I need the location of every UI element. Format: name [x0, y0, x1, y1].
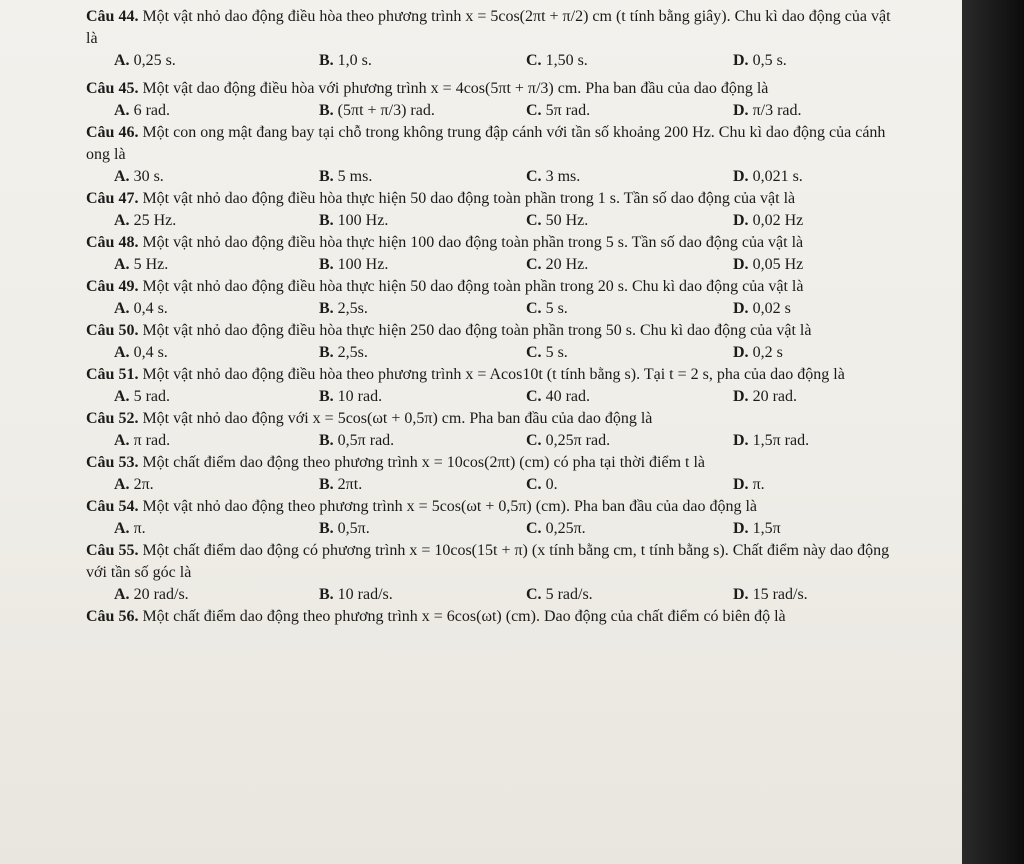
answer-options — [86, 518, 906, 540]
option-key: A. — [114, 212, 130, 229]
answer-option — [526, 342, 733, 364]
question-text: Một vật nhỏ dao động điều hòa thực hiện 250 dao động toàn phần trong 50 s. Chu kì dao động của vật là — [142, 322, 812, 339]
question-block — [86, 232, 906, 276]
option-text: 1,5π rad. — [752, 432, 810, 449]
option-text: 25 Hz. — [133, 212, 177, 229]
answer-options — [86, 342, 906, 364]
question-stem — [86, 78, 906, 100]
option-key: D. — [733, 520, 749, 537]
answer-option — [319, 166, 526, 188]
question-number: Câu 51. — [86, 366, 139, 383]
option-key: D. — [733, 256, 749, 273]
option-text: 5 s. — [545, 300, 568, 317]
option-text: 20 rad/s. — [133, 586, 189, 603]
option-text: 10 rad/s. — [337, 586, 393, 603]
option-key: A. — [114, 432, 130, 449]
question-number: Câu 49. — [86, 278, 139, 295]
option-text: 2πt. — [337, 476, 363, 493]
option-key: C. — [526, 388, 542, 405]
answer-option — [86, 584, 319, 606]
answer-option — [733, 100, 802, 122]
option-key: C. — [526, 212, 542, 229]
question-block — [86, 364, 906, 408]
option-key: A. — [114, 168, 130, 185]
option-key: A. — [114, 300, 130, 317]
option-text: 5 ms. — [337, 168, 373, 185]
option-text: 0,5π. — [337, 520, 370, 537]
option-text: 0,25π rad. — [545, 432, 611, 449]
answer-option — [733, 584, 808, 606]
option-key: B. — [319, 520, 334, 537]
question-number: Câu 50. — [86, 322, 139, 339]
option-key: C. — [526, 432, 542, 449]
option-key: D. — [733, 52, 749, 69]
answer-option — [319, 386, 526, 408]
question-block — [86, 188, 906, 232]
option-text: 5π rad. — [545, 102, 591, 119]
option-text: 5 Hz. — [133, 256, 169, 273]
answer-option — [86, 298, 319, 320]
option-text: 5 s. — [545, 344, 568, 361]
option-text: π. — [133, 520, 146, 537]
answer-option — [733, 210, 803, 232]
answer-option — [733, 50, 787, 72]
answer-option — [526, 166, 733, 188]
question-stem — [86, 232, 906, 254]
option-key: C. — [526, 300, 542, 317]
answer-options — [86, 474, 906, 496]
question-text: Một chất điểm dao động có phương trình x = 10cos(15t + π) (x tính bằng cm, t tính bằng s). Chất điểm này dao động với tần số góc là — [86, 542, 890, 581]
question-list — [86, 6, 906, 628]
answer-option — [526, 474, 733, 496]
option-text: 15 rad/s. — [752, 586, 808, 603]
question-block — [86, 606, 906, 628]
option-text: 3 ms. — [545, 168, 581, 185]
option-key: A. — [114, 388, 130, 405]
question-stem — [86, 6, 906, 50]
option-text: π rad. — [133, 432, 171, 449]
option-key: D. — [733, 476, 749, 493]
option-key: D. — [733, 432, 749, 449]
answer-option — [733, 298, 791, 320]
question-text: Một vật dao động điều hòa với phương trình x = 4cos(5πt + π/3) cm. Pha ban đầu của dao động là — [142, 80, 769, 97]
option-key: D. — [733, 586, 749, 603]
option-key: B. — [319, 102, 334, 119]
question-text: Một vật nhỏ dao động điều hòa thực hiện 50 dao động toàn phần trong 1 s. Tần số dao động của vật là — [142, 190, 796, 207]
answer-option — [733, 166, 803, 188]
answer-options — [86, 166, 906, 188]
answer-option — [319, 50, 526, 72]
answer-option — [526, 386, 733, 408]
option-key: D. — [733, 300, 749, 317]
question-stem — [86, 408, 906, 430]
option-key: D. — [733, 344, 749, 361]
answer-option — [86, 50, 319, 72]
question-block — [86, 78, 906, 122]
question-block — [86, 496, 906, 540]
option-key: C. — [526, 256, 542, 273]
option-key: B. — [319, 168, 334, 185]
question-text: Một vật nhỏ dao động điều hòa theo phương trình x = Acos10t (t tính bằng s). Tại t = 2 s, pha của dao động là — [142, 366, 845, 383]
question-text: Một vật nhỏ dao động điều hòa thực hiện 50 dao động toàn phần trong 20 s. Chu kì dao động của vật là — [142, 278, 804, 295]
option-key: D. — [733, 168, 749, 185]
answer-options — [86, 50, 906, 72]
option-key: A. — [114, 344, 130, 361]
option-text: 0,5 s. — [752, 52, 787, 69]
option-key: C. — [526, 102, 542, 119]
answer-option — [526, 100, 733, 122]
answer-option — [86, 518, 319, 540]
option-key: A. — [114, 520, 130, 537]
answer-option — [86, 166, 319, 188]
question-text: Một vật nhỏ dao động điều hòa thực hiện 100 dao động toàn phần trong 5 s. Tần số dao động của vật là — [142, 234, 804, 251]
option-text: 0,25π. — [545, 520, 586, 537]
option-key: B. — [319, 212, 334, 229]
question-block — [86, 540, 906, 606]
option-text: 2,5s. — [337, 300, 368, 317]
question-number: Câu 52. — [86, 410, 139, 427]
question-number: Câu 54. — [86, 498, 139, 515]
answer-option — [319, 584, 526, 606]
question-text: Một con ong mật đang bay tại chỗ trong không trung đập cánh với tần số khoảng 200 Hz. Chu kì dao động của cánh ong là — [86, 124, 886, 163]
question-stem — [86, 188, 906, 210]
option-text: 100 Hz. — [337, 256, 389, 273]
answer-option — [319, 298, 526, 320]
answer-option — [86, 210, 319, 232]
answer-option — [526, 430, 733, 452]
option-key: B. — [319, 300, 334, 317]
option-key: B. — [319, 586, 334, 603]
option-text: 0. — [545, 476, 558, 493]
answer-option — [319, 430, 526, 452]
question-number: Câu 44. — [86, 8, 139, 25]
answer-option — [733, 254, 803, 276]
option-text: 50 Hz. — [545, 212, 589, 229]
option-key: C. — [526, 52, 542, 69]
question-text: Một vật nhỏ dao động điều hòa theo phương trình x = 5cos(2πt + π/2) cm (t tính bằng giây). Chu kì dao động của vật là — [86, 8, 891, 47]
option-key: D. — [733, 102, 749, 119]
option-text: 0,05 Hz — [752, 256, 804, 273]
answer-option — [319, 518, 526, 540]
option-key: B. — [319, 432, 334, 449]
option-text: 0,02 Hz — [752, 212, 804, 229]
answer-option — [86, 342, 319, 364]
answer-options — [86, 430, 906, 452]
option-key: C. — [526, 476, 542, 493]
question-block — [86, 452, 906, 496]
answer-option — [733, 342, 783, 364]
option-key: C. — [526, 168, 542, 185]
question-stem — [86, 496, 906, 518]
answer-option — [86, 430, 319, 452]
option-text: 0,25 s. — [133, 52, 176, 69]
answer-option — [733, 518, 781, 540]
question-text: Một vật nhỏ dao động với x = 5cos(ωt + 0,5π) cm. Pha ban đầu của dao động là — [142, 410, 653, 427]
answer-option — [319, 474, 526, 496]
option-text: 2,5s. — [337, 344, 368, 361]
option-text: 6 rad. — [133, 102, 170, 119]
answer-option — [86, 474, 319, 496]
option-text: 10 rad. — [337, 388, 383, 405]
option-key: B. — [319, 388, 334, 405]
option-key: B. — [319, 52, 334, 69]
answer-option — [733, 430, 809, 452]
option-text: 30 s. — [133, 168, 164, 185]
answer-options — [86, 298, 906, 320]
answer-option — [526, 584, 733, 606]
question-number: Câu 55. — [86, 542, 139, 559]
option-text: (5πt + π/3) rad. — [337, 102, 435, 119]
option-key: C. — [526, 520, 542, 537]
option-key: C. — [526, 344, 542, 361]
option-text: 0,2 s — [752, 344, 783, 361]
option-key: A. — [114, 256, 130, 273]
page-edge-shadow — [962, 0, 1024, 864]
option-key: B. — [319, 256, 334, 273]
option-text: 5 rad/s. — [545, 586, 593, 603]
option-key: D. — [733, 388, 749, 405]
option-key: B. — [319, 476, 334, 493]
answer-options — [86, 210, 906, 232]
answer-option — [86, 100, 319, 122]
question-text: Một chất điểm dao động theo phương trình x = 10cos(2πt) (cm) có pha tại thời điểm t là — [142, 454, 706, 471]
answer-option — [319, 254, 526, 276]
question-number: Câu 47. — [86, 190, 139, 207]
option-key: C. — [526, 586, 542, 603]
option-text: 2π. — [133, 476, 154, 493]
question-stem — [86, 606, 906, 628]
question-text: Một chất điểm dao động theo phương trình x = 6cos(ωt) (cm). Dao động của chất điểm có biên độ là — [142, 608, 786, 625]
option-text: 0,4 s. — [133, 300, 168, 317]
answer-option — [319, 342, 526, 364]
question-stem — [86, 122, 906, 166]
question-block — [86, 276, 906, 320]
option-key: A. — [114, 102, 130, 119]
answer-options — [86, 100, 906, 122]
option-text: 1,50 s. — [545, 52, 588, 69]
answer-option — [526, 254, 733, 276]
question-stem — [86, 452, 906, 474]
answer-option — [733, 386, 797, 408]
option-text: π. — [752, 476, 765, 493]
question-block — [86, 320, 906, 364]
option-key: B. — [319, 344, 334, 361]
answer-option — [733, 474, 765, 496]
option-text: 0,4 s. — [133, 344, 168, 361]
option-text: π/3 rad. — [752, 102, 802, 119]
option-key: A. — [114, 476, 130, 493]
answer-option — [526, 518, 733, 540]
question-number: Câu 46. — [86, 124, 139, 141]
option-text: 0,02 s — [752, 300, 791, 317]
answer-options — [86, 584, 906, 606]
option-text: 20 Hz. — [545, 256, 589, 273]
answer-option — [319, 210, 526, 232]
option-text: 0,021 s. — [752, 168, 803, 185]
question-block — [86, 122, 906, 188]
option-text: 100 Hz. — [337, 212, 389, 229]
answer-option — [526, 50, 733, 72]
question-text: Một vật nhỏ dao động theo phương trình x = 5cos(ωt + 0,5π) (cm). Pha ban đầu của dao động là — [142, 498, 758, 515]
question-stem — [86, 540, 906, 584]
question-stem — [86, 320, 906, 342]
option-text: 1,5π — [752, 520, 781, 537]
answer-option — [86, 254, 319, 276]
option-key: D. — [733, 212, 749, 229]
question-block — [86, 6, 906, 78]
option-key: A. — [114, 586, 130, 603]
answer-option — [526, 298, 733, 320]
option-text: 5 rad. — [133, 388, 170, 405]
option-text: 40 rad. — [545, 388, 590, 405]
option-text: 1,0 s. — [337, 52, 372, 69]
answer-option — [319, 100, 526, 122]
question-stem — [86, 276, 906, 298]
question-number: Câu 53. — [86, 454, 139, 471]
question-block — [86, 408, 906, 452]
answer-options — [86, 254, 906, 276]
question-number: Câu 45. — [86, 80, 139, 97]
question-number: Câu 48. — [86, 234, 139, 251]
option-key: A. — [114, 52, 130, 69]
answer-options — [86, 386, 906, 408]
question-number: Câu 56. — [86, 608, 139, 625]
answer-option — [86, 386, 319, 408]
option-text: 0,5π rad. — [337, 432, 395, 449]
option-text: 20 rad. — [752, 388, 797, 405]
answer-option — [526, 210, 733, 232]
question-stem — [86, 364, 906, 386]
